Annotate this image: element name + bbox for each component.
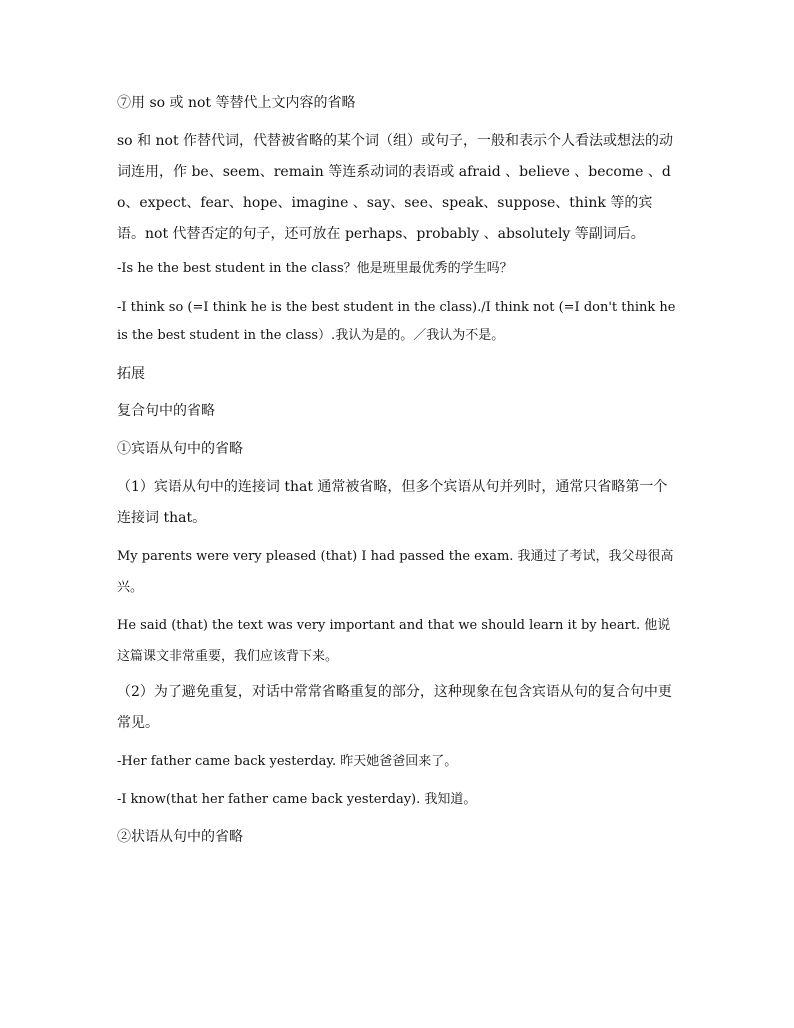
example-parents-pleased: My parents were very pleased (that) I had passed the exam. 我通过了考试，我父母很高兴。: [117, 549, 674, 595]
section-heading-so-not: ⑦用 so 或 not 等替代上文内容的省略: [117, 95, 356, 111]
heading-compound-sentence: 复合句中的省略: [117, 403, 215, 419]
example-father-came-back: -Her father came back yesterday. 昨天她爸爸回来了。: [117, 754, 458, 769]
example-question: -Is he the best student in the class？他是班里最优秀的学生吗？: [117, 261, 513, 276]
heading-object-clause: ①宾语从句中的省略: [117, 441, 243, 457]
heading-adverbial-clause: ②状语从句中的省略: [117, 829, 243, 845]
paragraph-so-not-explanation: so 和 not 作替代词，代替被省略的某个词（组）或句子，一般和表示个人看法或想法的动词连用，作 be、seem、remain 等连系动词的表语或 afraid 、believe 、become 、do、expect、fear、hope、imagine 、say、see、speak、suppose、think 等的宾语。not 代替否定的句子，还可放在 perhaps、probably 、absolutely 等副词后。: [117, 133, 674, 242]
heading-extension: 拓展: [117, 366, 145, 382]
paragraph-object-clause-rule-1: （1）宾语从句中的连接词 that 通常被省略，但多个宾语从句并列时，通常只省略第一个连接词 that。: [117, 479, 668, 526]
example-answer: -I think so (=I think he is the best student in the class)./I think not (=I don't think he is the best student in the class）.我认为是的。／我认为不是。: [117, 300, 676, 343]
example-text-important: He said (that) the text was very important and that we should learn it by heart. 他说这篇课文非常重要，我们应该背下来。: [117, 618, 671, 664]
example-i-know: -I know(that her father came back yesterday). 我知道。: [117, 792, 477, 807]
paragraph-object-clause-rule-2: （2）为了避免重复，对话中常常省略重复的部分，这种现象在包含宾语从句的复合句中更常见。: [117, 684, 672, 731]
